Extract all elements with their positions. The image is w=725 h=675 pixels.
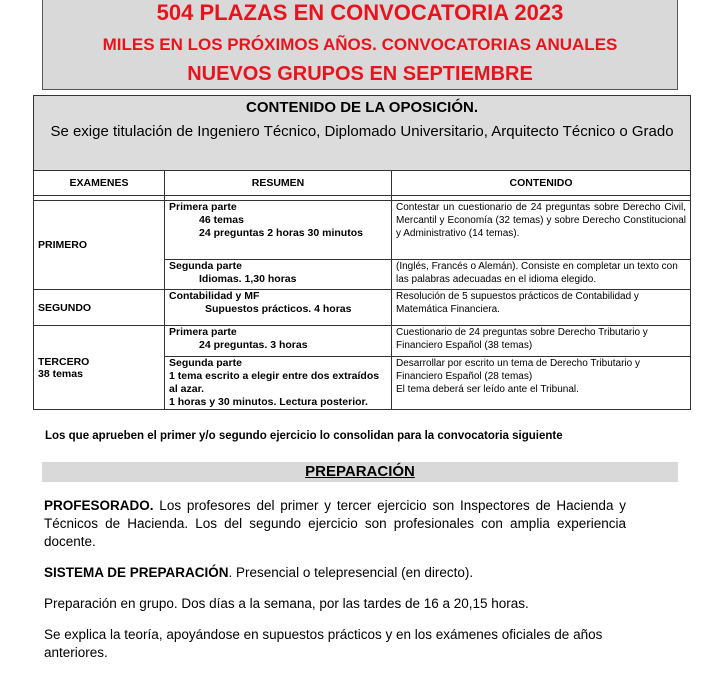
table-subtitle: Se exige titulación de Ingeniero Técnico, Diplomado Universitario, Arquitecto Técnico o Grado <box>50 123 674 140</box>
exam-tercero-temas: 38 temas <box>38 367 83 380</box>
headline-convocatorias: MILES EN LOS PRÓXIMOS AÑOS. CONVOCATORIAS ANUALES <box>102 35 618 54</box>
teoria-paragraph: Se explica la teoría, apoyándose en supuestos prácticos y en los exámenes oficiales de años anteriores. <box>44 627 603 660</box>
headline-plazas: 504 PLAZAS EN CONVOCATORIA 2023 <box>156 0 564 25</box>
exam-primero: PRIMERO <box>34 201 165 290</box>
primero-parte2-idiomas: Idiomas. 1,30 horas <box>199 273 297 285</box>
headline-grupos: NUEVOS GRUPOS EN SEPTIEMBRE <box>187 63 533 85</box>
exam-table <box>33 95 691 410</box>
segundo-supuestos: Supuestos prácticos. 4 horas <box>205 303 352 315</box>
table-title-cell <box>34 96 691 171</box>
sistema-paragraph <box>44 564 626 582</box>
tercero-parte2-tema: 1 tema escrito a elegir entre dos extraídos al azar. <box>169 370 380 395</box>
primero-parte2-resumen <box>165 260 392 290</box>
header-banner <box>42 0 678 90</box>
preparacion-heading: PREPARACIÓN <box>305 463 415 480</box>
segundo-title: Contabilidad y MF <box>169 290 260 302</box>
primero-parte1-contenido: Contestar un cuestionario de 24 preguntas sobre Derecho Civil, Mercantil y Economía (32 temas) y sobre Derecho Constitucional y Administrativo (14 temas). <box>392 201 691 260</box>
tercero-parte1-resumen <box>165 326 392 357</box>
preparacion-heading-bar <box>42 462 678 482</box>
tercero-parte1-title: Primera parte <box>169 326 237 338</box>
col-header-examenes: EXAMENES <box>34 171 165 196</box>
primero-parte2-title: Segunda parte <box>169 260 242 272</box>
primero-parte1-title: Primera parte <box>169 201 237 213</box>
col-header-resumen: RESUMEN <box>165 171 392 196</box>
sistema-text: . Presencial o telepresencial (en directo). <box>228 565 474 580</box>
exam-tercero-name: TERCERO <box>38 355 90 368</box>
profesorado-label: PROFESORADO. <box>44 498 154 513</box>
profesorado-paragraph <box>44 497 626 551</box>
tercero-parte2-title: Segunda parte <box>169 357 242 369</box>
profesorado-text: Los profesores del primer y tercer ejercicio son Inspectores de Hacienda y Técnicos de Hacienda. Los del segundo ejercicio son profesionales con amplia experiencia docente. <box>44 498 626 549</box>
primero-parte1-preguntas: 24 preguntas 2 horas 30 minutos <box>199 227 363 239</box>
consolidation-note: Los que aprueben el primer y/o segundo ejercicio lo consolidan para la convocatoria siguiente <box>45 430 563 442</box>
segundo-contenido: Resolución de 5 supuestos prácticos de Contabilidad y Matemática Financiera. <box>392 290 691 326</box>
primero-parte2-contenido: (Inglés, Francés o Alemán). Consiste en completar un texto con las palabras adecuadas en el idioma elegido. <box>392 260 691 290</box>
segundo-resumen <box>165 290 392 326</box>
primero-parte1-resumen <box>165 201 392 260</box>
sistema-label: SISTEMA DE PREPARACIÓN <box>44 565 229 580</box>
tercero-parte2-tribunal: El tema deberá ser leído ante el Tribunal. <box>396 384 579 395</box>
tercero-parte2-resumen <box>165 357 392 410</box>
exam-segundo: SEGUNDO <box>34 290 165 326</box>
tercero-parte2-duracion: 1 horas y 30 minutos. Lectura posterior. <box>169 396 368 408</box>
tercero-parte2-contenido <box>392 357 691 410</box>
tercero-parte2-desarrollar: Desarrollar por escrito un tema de Derecho Tributario y Financiero Español (28 temas) <box>396 358 640 382</box>
table-title: CONTENIDO DE LA OPOSICIÓN. <box>246 99 478 116</box>
tercero-parte1-preguntas: 24 preguntas. 3 horas <box>199 339 308 351</box>
primero-parte1-temas: 46 temas <box>199 214 244 226</box>
exam-tercero <box>34 326 165 410</box>
grupo-paragraph: Preparación en grupo. Dos días a la semana, por las tardes de 16 a 20,15 horas. <box>44 596 529 611</box>
col-header-contenido: CONTENIDO <box>392 171 691 196</box>
tercero-parte1-contenido: Cuestionario de 24 preguntas sobre Derecho Tributario y Financiero Español (38 temas) <box>392 326 691 357</box>
